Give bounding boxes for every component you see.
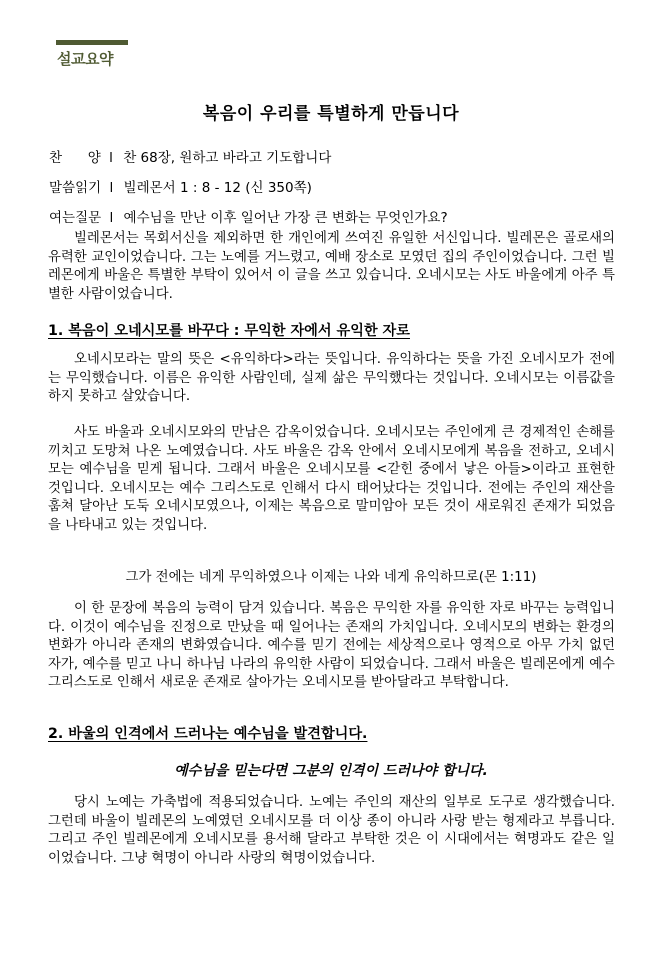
meta-question bbox=[49, 206, 448, 226]
meta-scripture bbox=[49, 176, 312, 196]
page-title: 복음이 우리를 특별하게 만듭니다 bbox=[202, 104, 460, 124]
meta-hymn bbox=[49, 146, 331, 166]
meta-separator: l bbox=[109, 180, 114, 196]
meta-question-value: 예수님을 만난 이후 일어난 가장 큰 변화는 무엇인가요? bbox=[123, 210, 448, 226]
meta-hymn-value: 찬 68장, 원하고 바라고 기도합니다 bbox=[123, 150, 332, 166]
section-1-paragraph-2: 사도 바울과 오네시모와의 만남은 감옥이었습니다. 오네시모는 주인에게 큰 경제적인 손해를 끼치고 도망쳐 나온 노예였습니다. 사도 바울은 감옥 안에서 오네시모에게 복음을 전하고, 오네시모는 예수님을 믿게 됩니다. 그래서 바울은 오네시모를 <갇힌 중에서 낳은 아들>이라고 표현한 것입니다. 오네시모는 예수 그리스도로 인해서 다시 태어났다는 것입니다. 전에는 주인의 재산을 훔쳐 달아난 도둑 오네시모였으나, 이제는 복음으로 말미암아 모든 것이 새로워진 존재가 되었음을 나타내고 있는 것입니다. bbox=[48, 425, 615, 533]
meta-question-label: 여는질문 bbox=[49, 210, 102, 226]
intro-paragraph: 빌레몬서는 목회서신을 제외하면 한 개인에게 쓰여진 유일한 서신입니다. 빌레몬은 골로새의 유력한 교인이었습니다. 그는 노예를 거느렸고, 예배 장소로 모였던 집의 주인이었습니다. 그런 빌레몬에게 바울은 특별한 부탁이 있어서 이 글을 쓰고 있습니다. 오네시모는 사도 바울에게 아주 특별한 사람이었습니다. bbox=[48, 231, 615, 302]
section-1-paragraph-1: 오네시모라는 말의 뜻은 <유익하다>라는 뜻입니다. 유익하다는 뜻을 가진 오네시모가 전에는 무익했습니다. 이름은 유익한 사람인데, 실제 삶은 무익했다는 것입니다. 오네시모는 이름값을 하지 못하고 살았습니다. bbox=[48, 352, 615, 404]
meta-separator: l bbox=[109, 210, 114, 226]
logo-text: 설교요약 bbox=[57, 50, 113, 68]
section-1-paragraph-3: 이 한 문장에 복음의 능력이 담겨 있습니다. 복음은 무익한 자를 유익한 자로 바꾸는 능력입니다. 이것이 예수님을 진정으로 만났을 때 일어나는 존재의 가치입니다. 오네시모의 변화는 환경의 변화가 아니라 존재의 변화였습니다. 예수를 믿기 전에는 세상적으로나 영적으로 아무 가치 없던 자가, 예수를 믿고 나니 하나님 나라의 유익한 사람이 되었습니다. 그래서 바울은 빌레몬에게 예수 그리스도로 인해서 새로운 존재로 살아가는 오네시모를 받아달라고 부탁합니다. bbox=[48, 601, 615, 690]
scripture-verse: 그가 전에는 네게 무익하였으나 이제는 나와 네게 유익하므로(몬 1:11) bbox=[125, 570, 537, 585]
logo-bar bbox=[56, 40, 128, 45]
section-2-heading: 2. 바울의 인격에서 드러나는 예수님을 발견합니다. bbox=[48, 726, 368, 742]
meta-scripture-value: 빌레몬서 1 : 8 - 12 (신 350쪽) bbox=[123, 180, 312, 196]
section-2-emphasis: 예수님을 믿는다면 그분의 인격이 드러나야 합니다. bbox=[174, 763, 488, 779]
meta-scripture-label: 말씀읽기 bbox=[49, 180, 102, 196]
meta-hymn-label: 찬 양 bbox=[49, 150, 101, 166]
section-2-paragraph-1: 당시 노예는 가축법에 적용되었습니다. 노예는 주인의 재산의 일부로 도구로 생각했습니다. 그런데 바울이 빌레몬의 노예였던 오네시모를 더 이상 종이 아니라 사랑 받는 형제라고 부릅니다. 그리고 주인 빌레몬에게 오네시모를 용서해 달라고 부탁한 것은 이 시대에서는 혁명과도 같은 일이었습니다. 그냥 혁명이 아니라 사랑의 혁명이었습니다. bbox=[48, 795, 615, 866]
section-1-heading: 1. 복음이 오네시모를 바꾸다 : 무익한 자에서 유익한 자로 bbox=[48, 323, 410, 339]
meta-separator: l bbox=[109, 150, 113, 166]
